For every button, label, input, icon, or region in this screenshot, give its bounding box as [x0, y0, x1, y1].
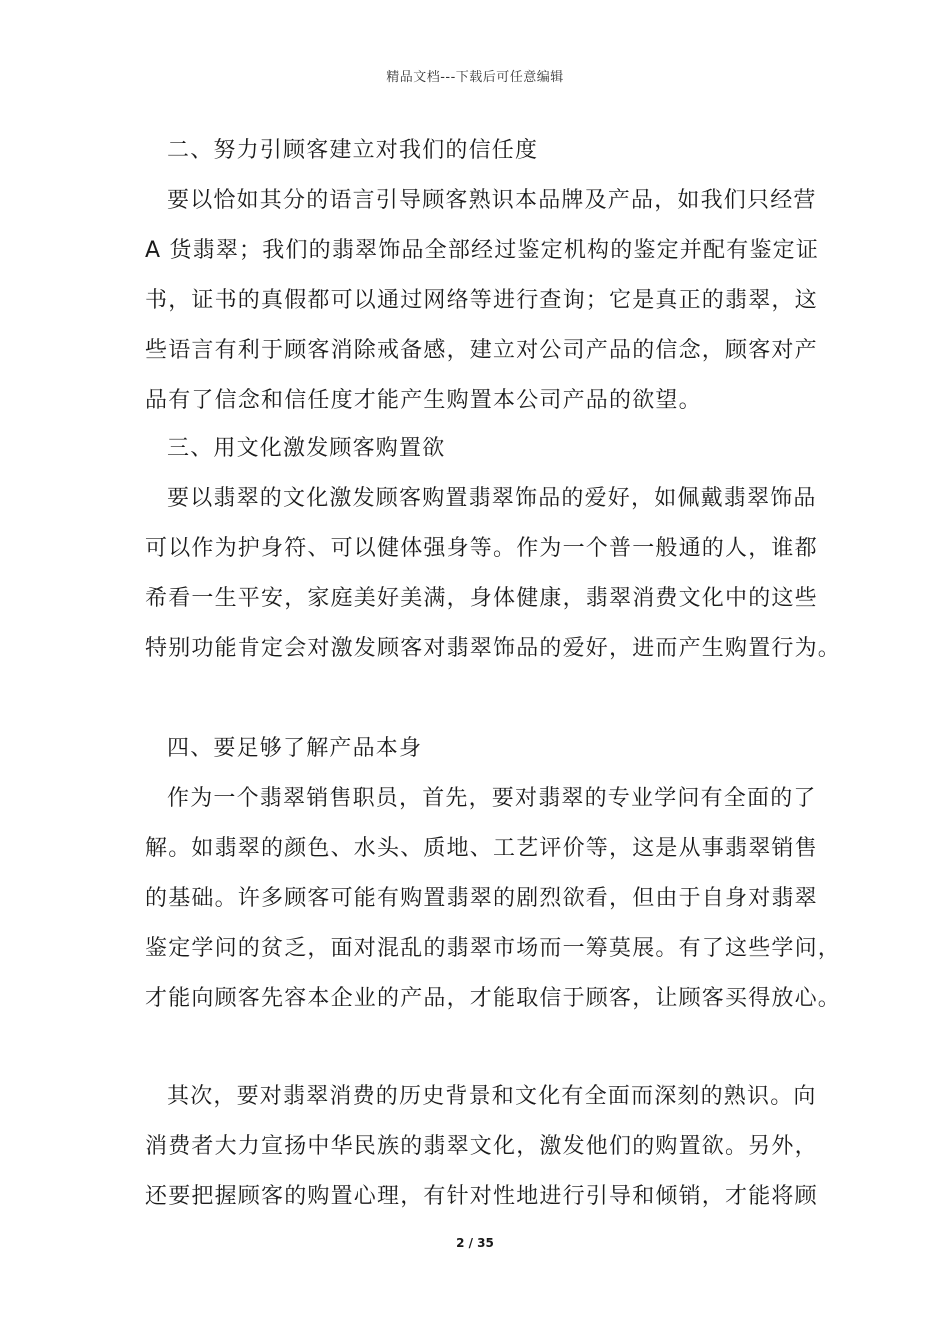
paragraph-line: 书，证书的真假都可以通过网络等进行查询；它是真正的翡翠，这	[145, 288, 818, 313]
paragraph-line: 希看一生平安，家庭美好美满，身体健康，翡翠消费文化中的这些	[145, 586, 818, 611]
paragraph-line: 可以作为护身符、可以健体强身等。作为一个普一般通的人，谁都	[145, 536, 818, 561]
paragraph-line: 鉴定学问的贫乏，面对混乱的翡翠市场而一筹莫展。有了这些学问，	[145, 936, 842, 961]
section-heading: 四、要足够了解产品本身	[167, 736, 423, 761]
section-heading: 二、努力引顾客建立对我们的信任度	[167, 138, 539, 163]
paragraph-line: 要以恰如其分的语言引导顾客熟识本品牌及产品，如我们只经营	[167, 188, 817, 213]
paragraph-line: 要以翡翠的文化激发顾客购置翡翠饰品的爱好，如佩戴翡翠饰品	[167, 486, 817, 511]
paragraph-line: 品有了信念和信任度才能产生购置本公司产品的欲望。	[145, 388, 702, 413]
paragraph-line: 才能向顾客先容本企业的产品，才能取信于顾客，让顾客买得放心。	[145, 986, 842, 1011]
paragraph-line: 作为一个翡翠销售职员，首先，要对翡翠的专业学问有全面的了	[167, 786, 817, 811]
paragraph-line: 的基础。许多顾客可能有购置翡翠的剧烈欲看，但由于自身对翡翠	[145, 886, 818, 911]
page-header: 精品文档---下载后可任意编辑	[386, 70, 564, 85]
paragraph-line: 其次，要对翡翠消费的历史背景和文化有全面而深刻的熟识。向	[167, 1084, 817, 1109]
paragraph-line: 些语言有利于顾客消除戒备感，建立对公司产品的信念，顾客对产	[145, 338, 818, 363]
section-heading: 三、用文化激发顾客购置欲	[167, 436, 446, 461]
paragraph-line: 特别功能肯定会对激发顾客对翡翠饰品的爱好，进而产生购置行为。	[145, 636, 842, 661]
paragraph-line: 还要把握顾客的购置心理，有针对性地进行引导和倾销，才能将顾	[145, 1184, 818, 1209]
paragraph-line: 解。如翡翠的颜色、水头、质地、工艺评价等，这是从事翡翠销售	[145, 836, 818, 861]
paragraph-line: 消费者大力宣扬中华民族的翡翠文化，激发他们的购置欲。另外，	[145, 1134, 818, 1159]
page-number: 2 / 35	[456, 1236, 494, 1250]
paragraph-line: A 货翡翠；我们的翡翠饰品全部经过鉴定机构的鉴定并配有鉴定证	[145, 238, 820, 263]
